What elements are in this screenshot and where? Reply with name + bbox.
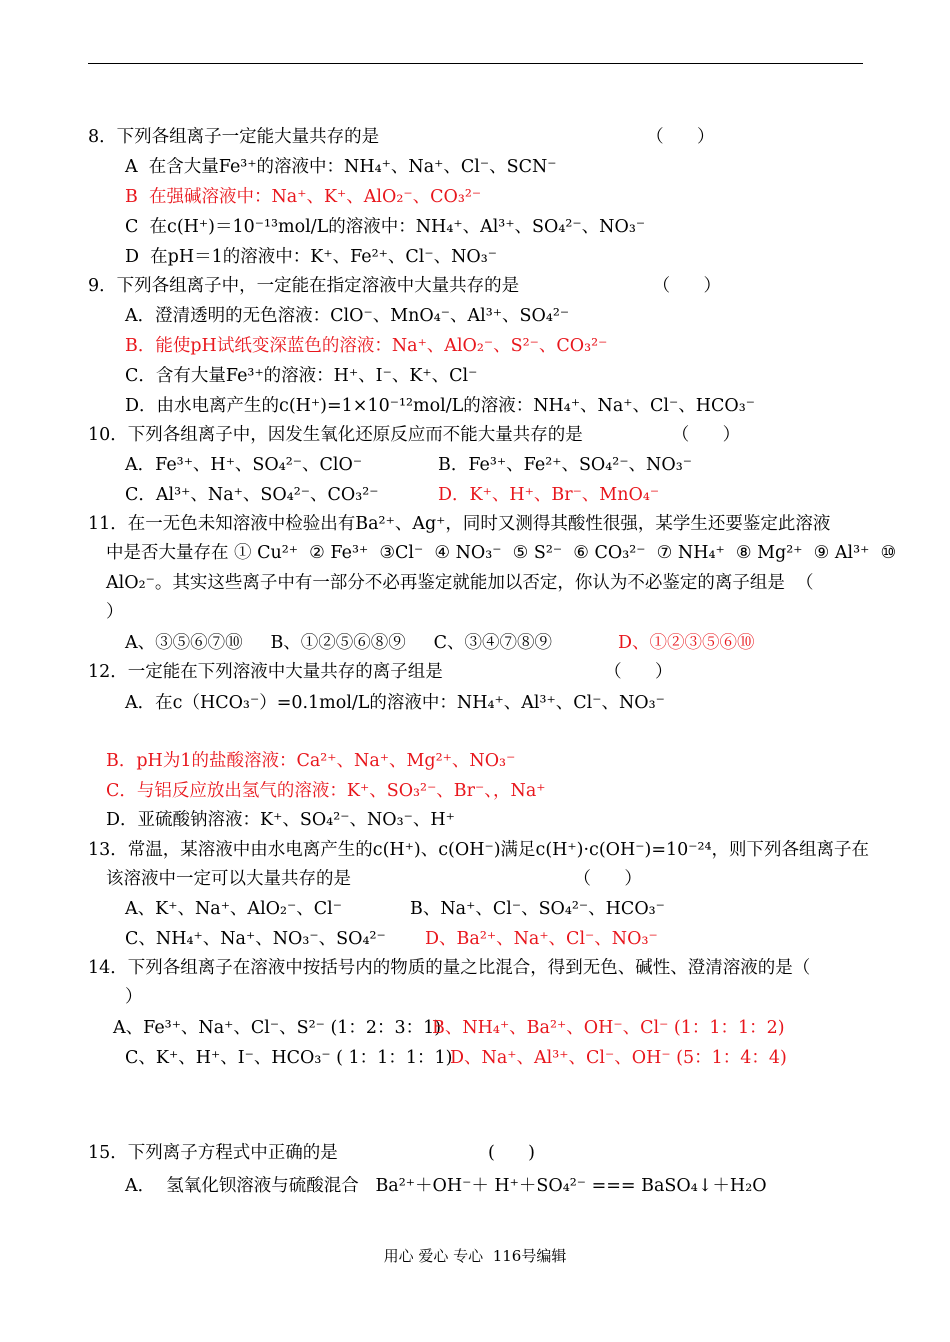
text-line: 15．下列离子方程式中正确的是 ( ) <box>88 1143 535 1163</box>
text-line: C、NH₄⁺、Na⁺、NO₃⁻、SO₄²⁻ <box>125 929 386 949</box>
text-line: D 在pH＝1的溶液中：K⁺、Fe²⁺、Cl⁻、NO₃⁻ <box>125 247 497 267</box>
text-line: 8．下列各组离子一定能大量共存的是 （ ） <box>88 127 715 147</box>
text-line: D、Ba²⁺、Na⁺、Cl⁻、NO₃⁻ <box>425 929 658 949</box>
text-line: C．Al³⁺、Na⁺、SO₄²⁻、CO₃²⁻ <box>125 485 379 505</box>
text-line: B 在强碱溶液中：Na⁺、K⁺、AlO₂⁻、CO₃²⁻ <box>125 187 482 207</box>
text-line: D．由水电离产生的c(H⁺)=1×10⁻¹²mol/L的溶液：NH₄⁺、Na⁺、Cl⁻、HCO₃⁻ <box>125 396 756 416</box>
text-line: A 在含大量Fe³⁺的溶液中：NH₄⁺、Na⁺、Cl⁻、SCN⁻ <box>125 157 557 177</box>
text-line: C．与铝反应放出氢气的溶液：K⁺、SO₃²⁻、Br⁻、，Na⁺ <box>106 781 546 801</box>
text-line: D、Na⁺、Al³⁺、Cl⁻、OH⁻ (5：1：4：4) <box>450 1048 787 1068</box>
text-line: 13．常温，某溶液中由水电离产生的c(H⁺)、c(OH⁻)满足c(H⁺)·c(OH⁻)=10⁻²⁴，则下列各组离子在 <box>88 840 870 860</box>
header-rule <box>88 63 863 64</box>
text-line: A． 氢氧化钡溶液与硫酸混合 Ba²⁺＋OH⁻＋ H⁺＋SO₄²⁻ === BaSO₄↓＋H₂O <box>125 1176 767 1196</box>
text-line: A．澄清透明的无色溶液：ClO⁻、MnO₄⁻、Al³⁺、SO₄²⁻ <box>125 306 570 326</box>
text-line: 该溶液中一定可以大量共存的是 （ ） <box>106 869 642 889</box>
text-line: A．Fe³⁺、H⁺、SO₄²⁻、ClO⁻ <box>125 455 363 475</box>
text-line: D、①②③⑤⑥⑩ <box>618 633 755 653</box>
text-line: B、Na⁺、Cl⁻、SO₄²⁻、HCO₃⁻ <box>410 899 665 919</box>
text-line: B．Fe³⁺、Fe²⁺、SO₄²⁻、NO₃⁻ <box>438 455 692 475</box>
text-line: D．K⁺、H⁺、Br⁻、MnO₄⁻ <box>438 485 660 505</box>
text-line: A．在c（HCO₃⁻）=0.1mol/L的溶液中：NH₄⁺、Al³⁺、Cl⁻、NO₃⁻ <box>125 693 665 713</box>
page-footer: 用心 爱心 专心 116号编辑 <box>383 1247 567 1265</box>
text-line: C、K⁺、H⁺、I⁻、HCO₃⁻ ( 1：1：1：1) <box>125 1048 453 1068</box>
text-line: A、③⑤⑥⑦⑩ B、①②⑤⑥⑧⑨ C、③④⑦⑧⑨ <box>125 633 553 653</box>
text-line: ） <box>106 602 124 622</box>
text-line: 11．在一无色未知溶液中检验出有Ba²⁺、Ag⁺，同时又测得其酸性很强，某学生还要鉴定此溶液 <box>88 514 831 534</box>
text-line: 14．下列各组离子在溶液中按括号内的物质的量之比混合，得到无色、碱性、澄清溶液的是（ <box>88 958 811 978</box>
text-line: C 在c(H⁺)＝10⁻¹³mol/L的溶液中：NH₄⁺、Al³⁺、SO₄²⁻、NO₃⁻ <box>125 217 646 237</box>
text-line: A、K⁺、Na⁺、AlO₂⁻、Cl⁻ <box>125 899 342 919</box>
text-line: C．含有大量Fe³⁺的溶液：H⁺、I⁻、K⁺、Cl⁻ <box>125 366 478 386</box>
text-line: ） <box>125 987 143 1007</box>
text-line: B．能使pH试纸变深蓝色的溶液：Na⁺、AlO₂⁻、S²⁻、CO₃²⁻ <box>125 336 608 356</box>
text-line: B、NH₄⁺、Ba²⁺、OH⁻、Cl⁻ (1：1：1：2) <box>432 1018 785 1038</box>
text-line: AlO₂⁻。其实这些离子中有一部分不必再鉴定就能加以否定，你认为不必鉴定的离子组是 （ <box>106 573 814 593</box>
text-line: 中是否大量存在 ① Cu²⁺ ② Fe³⁺ ③Cl⁻ ④ NO₃⁻ ⑤ S²⁻ ⑥ CO₃²⁻ ⑦ NH₄⁺ ⑧ Mg²⁺ ⑨ Al³⁺ ⑩ <box>106 543 897 563</box>
text-line: 9．下列各组离子中，一定能在指定溶液中大量共存的是 （ ） <box>88 276 722 296</box>
text-line: D．亚硫酸钠溶液：K⁺、SO₄²⁻、NO₃⁻、H⁺ <box>106 810 455 830</box>
text-line: 10．下列各组离子中，因发生氧化还原反应而不能大量共存的是 （ ） <box>88 425 741 445</box>
text-line: A、Fe³⁺、Na⁺、Cl⁻、S²⁻ (1：2：3：1) <box>113 1018 442 1038</box>
text-line: 12．一定能在下列溶液中大量共存的离子组是 （ ） <box>88 662 673 682</box>
text-line: B．pH为1的盐酸溶液：Ca²⁺、Na⁺、Mg²⁺、NO₃⁻ <box>106 751 516 771</box>
